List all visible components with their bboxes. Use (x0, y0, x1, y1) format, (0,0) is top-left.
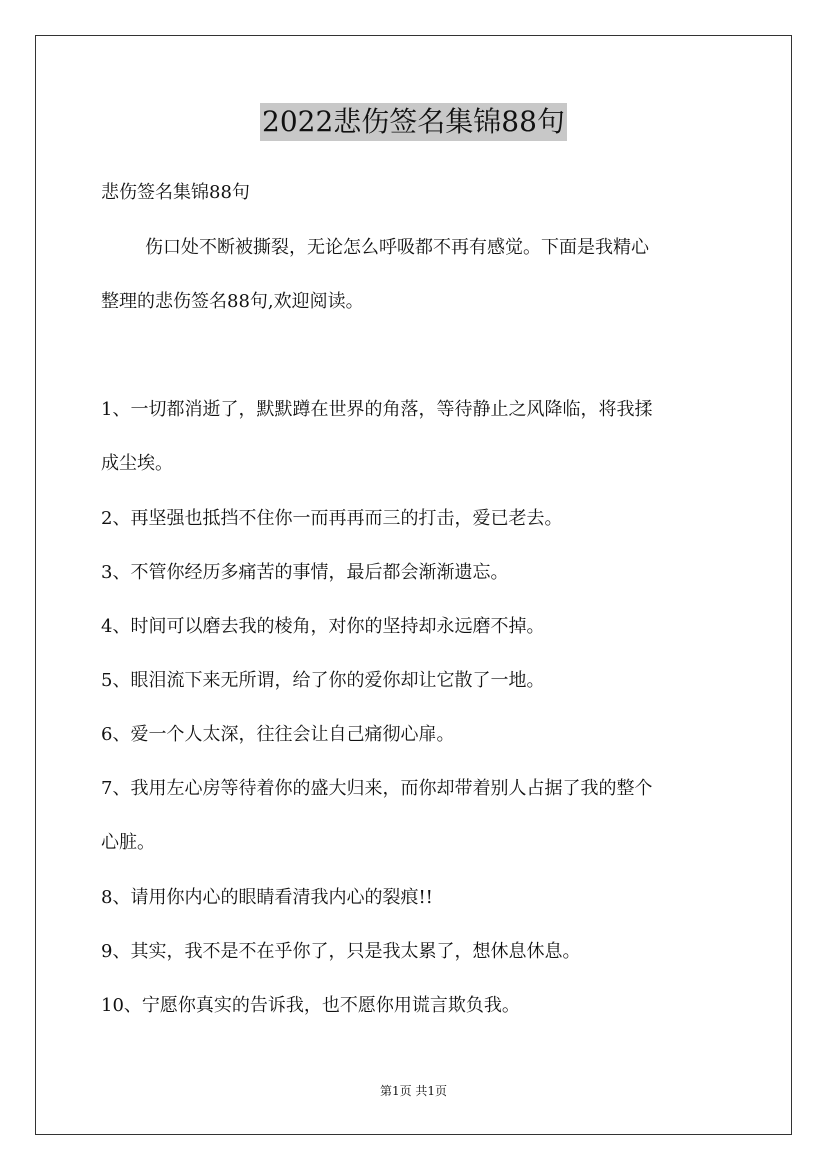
list-item: 10、宁愿你真实的告诉我，也不愿你用谎言欺负我。 (101, 995, 520, 1016)
document-title: 2022悲伤签名集锦88句 (260, 103, 567, 141)
list-item: 成尘埃。 (101, 453, 173, 474)
list-item: 9、其实，我不是不在乎你了，只是我太累了，想休息休息。 (101, 941, 581, 962)
list-item: 7、我用左心房等待着你的盛大归来，而你却带着别人占据了我的整个 (101, 778, 653, 799)
list-item: 2、再坚强也抵挡不住你一而再再而三的打击，爱已老去。 (101, 508, 563, 529)
list-item: 5、眼泪流下来无所谓，给了你的爱你却让它散了一地。 (101, 670, 545, 691)
list-item: 3、不管你经历多痛苦的事情，最后都会渐渐遗忘。 (101, 562, 509, 583)
intro-line-1: 伤口处不断被撕裂，无论怎么呼吸都不再有感觉。下面是我精心 (145, 237, 649, 258)
document-subtitle: 悲伤签名集锦88句 (101, 182, 250, 203)
intro-line-2: 整理的悲伤签名88句,欢迎阅读。 (101, 291, 364, 312)
list-item: 8、请用你内心的眼睛看清我内心的裂痕!! (101, 887, 433, 908)
list-item: 1、一切都消逝了，默默蹲在世界的角落，等待静止之风降临，将我揉 (101, 399, 653, 420)
title-block (0, 103, 827, 141)
page-footer: 第1页 共1页 (379, 1084, 448, 1098)
list-item: 心脏。 (101, 832, 155, 853)
list-item: 6、爱一个人太深，往往会让自己痛彻心扉。 (101, 724, 455, 745)
list-item: 4、时间可以磨去我的棱角，对你的坚持却永远磨不掉。 (101, 616, 545, 637)
